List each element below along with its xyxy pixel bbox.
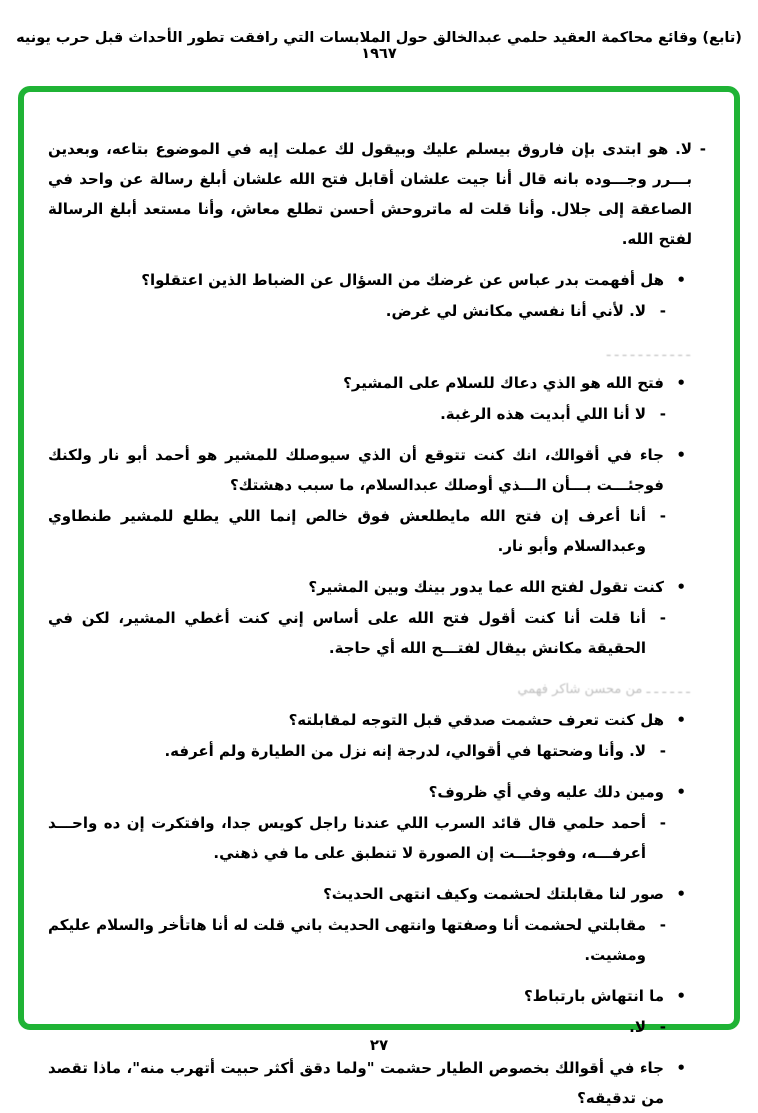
item-text: كنت تقول لفتح الله عما يدور بينك وبين المشير؟ [308, 578, 664, 596]
bullet-marker: • [676, 711, 686, 729]
bullet-marker: • [676, 271, 686, 289]
item-text: لا أنا اللي أبديت هذه الرغبة. [440, 405, 646, 423]
item-text: جاء في أقوالك، انك كنت تتوقع أن الذي سيوصلك للمشير هو أحمد أبو نار ولكنك فوجئـــت بـــأن الـــذي أوصلك عبدالسلام، ما سبب دهشتك؟ [48, 446, 664, 494]
answer-item [48, 603, 706, 663]
question-item [48, 981, 706, 1011]
dash-marker: - [659, 814, 666, 832]
item-text: أنا أعرف إن فتح الله مايطلعش فوق خالص إنما اللي يطلع للمشير طنطاوي وعبدالسلام وأبو نار. [48, 507, 646, 555]
bullet-marker: • [676, 374, 686, 392]
item-text: هل أفهمت بدر عباس عن غرضك من السؤال عن الضباط الذين اعتقلوا؟ [141, 271, 664, 289]
item-text: أحمد حلمي قال قائد السرب اللي عندنا راجل كويس جدا، وافتكرت إن ده واحـــد أعرفـــه، وفوجئـــت إن الصورة لا تنطبق على ما في ذهني. [48, 814, 646, 862]
dash-marker: - [659, 405, 666, 423]
question-item [48, 440, 706, 500]
answer-item [48, 910, 706, 970]
answer-item [48, 399, 706, 429]
page-number: ٢٧ [369, 1036, 389, 1054]
question-item [48, 368, 706, 398]
bullet-marker: • [676, 783, 686, 801]
question-item [48, 265, 706, 295]
item-text: أنا قلت أنا كنت أقول فتح الله على أساس إني كنت أغطي المشير، لكن في الحقيقة مكانش بيقال لفتـــح الله أي حاجة. [48, 609, 646, 657]
item-text: جاء في أقوالك بخصوص الطيار حشمت "ولما دقق أكثر حبيت أتهرب منه"، ماذا تقصد من تدقيقه؟ [48, 1059, 664, 1107]
dash-marker: - [659, 302, 666, 320]
bullet-marker: • [676, 987, 686, 1005]
item-text: ـ ـ ـ ـ ـ ـ ـ ـ ـ ـ ـ [606, 345, 690, 360]
dash-marker: - [659, 1018, 666, 1036]
answer-item [48, 808, 706, 868]
dash-marker: - [659, 609, 666, 627]
item-text: فتح الله هو الذي دعاك للسلام على المشير؟ [343, 374, 664, 392]
faded-text-line [48, 338, 706, 368]
bullet-marker: • [676, 578, 686, 596]
answer-item [48, 501, 706, 561]
item-text: مقابلتي لحشمت أنا وصفتها وانتهى الحديث باني قلت له أنا هاتأخر والسلام عليكم ومشيت. [47, 916, 646, 964]
question-item [48, 777, 706, 807]
dash-marker: - [659, 742, 666, 760]
item-text: صور لنا مقابلتك لحشمت وكيف انتهى الحديث؟ [323, 885, 664, 903]
bullet-marker: • [676, 1059, 686, 1077]
faded-text-line [48, 675, 706, 705]
item-text: ـ ـ ـ ـ ـ ـ من محسن شاكر فهمي [517, 682, 690, 697]
item-text: ما انتهاش بارتباط؟ [523, 987, 664, 1005]
dash-marker: - [659, 916, 666, 934]
item-text: هل كنت تعرف حشمت صدقي قبل التوجه لمقابلته؟ [288, 711, 664, 729]
item-text: لا. لأني أنا نفسي مكانش لي غرض. [385, 302, 646, 320]
item-text: لا. [629, 1018, 646, 1036]
bullet-marker: • [676, 446, 686, 464]
page-header: (تابع) وقائع محاكمة العقيد حلمي عبدالخالق حول الملابسات التي رافقت تطور الأحداث قبل حرب يونيه ١٩٦٧ [16, 30, 742, 62]
dash-marker: - [659, 507, 666, 525]
question-item [48, 572, 706, 602]
item-text: لا. هو ابتدى بإن فاروق بيسلم عليك وبيقول لك عملت إيه في الموضوع بتاعه، وبعدين بـــرر وجـــوده بانه قال أنا جيت علشان أقابل فتح الله علشان أبلغ رسالة عن واحد في الصاعقة إلى جلال. وأنا قلت له ماتروحش أحسن تطلع معاش، وأنا مستعد أبلغ الرسالة لفتح الله. [48, 140, 692, 248]
question-item [48, 705, 706, 735]
dash-marker: - [699, 140, 706, 158]
item-text: لا. وأنا وضحتها في أقوالي، لدرجة إنه نزل من الطيارة ولم أعرفه. [164, 742, 646, 760]
answer-item [48, 736, 706, 766]
question-item [48, 879, 706, 909]
item-text: ومين دلك عليه وفي أي ظروف؟ [428, 783, 664, 801]
answer-item [48, 134, 706, 254]
bullet-marker: • [676, 885, 686, 903]
answer-item [48, 296, 706, 326]
question-item [48, 1053, 706, 1113]
